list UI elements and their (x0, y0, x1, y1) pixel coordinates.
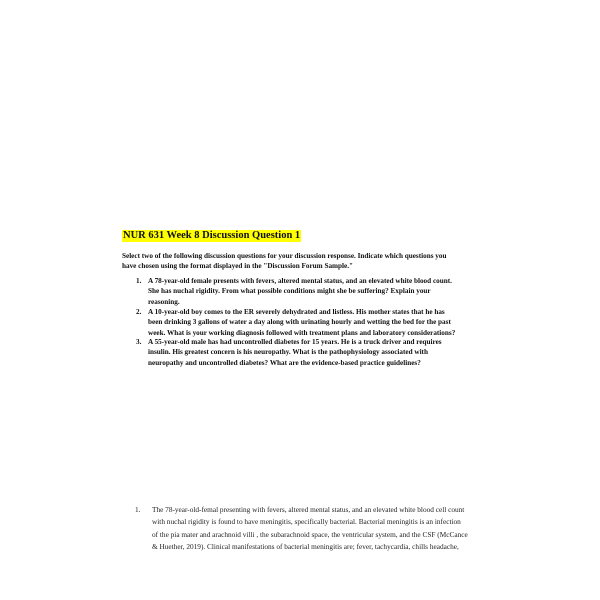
instructions: Select two of the following discussion questions for your discussion response. Indicate which questions you have chosen using the format displayed in the "Discussion Forum Sample." (122, 252, 447, 271)
document-title: NUR 631 Week 8 Discussion Question 1 (123, 230, 301, 241)
